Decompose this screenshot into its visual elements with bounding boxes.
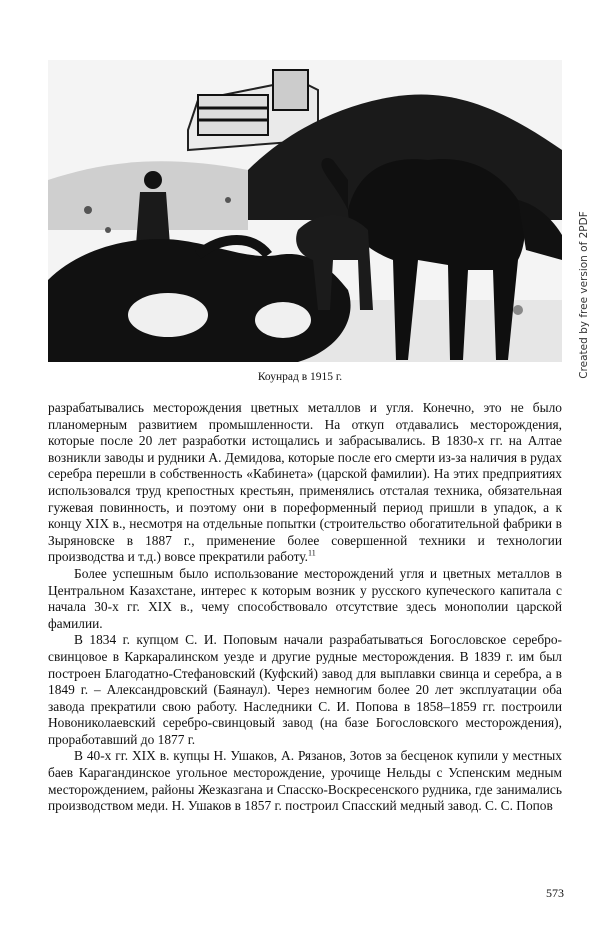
page-number: 573: [546, 886, 564, 900]
paragraph-1: [48, 400, 562, 566]
watermark-text: Created by free version of 2PDF: [578, 211, 590, 379]
watermark: [574, 205, 594, 385]
paragraph-3: В 1834 г. купцом С. И. Поповым начали разрабатываться Богословское серебро-свинцовое в Каркаралинском уезде и другие рудные месторождения. В 1839 г. им был построен Благодатно-Стефановский (Куфский) завод для выплавки свинца и серебра, а в 1849 г. – Александровский (Баянаул). Через немногим более 20 лет эксплуатации оба завода прекратили свою работу. Наследники С. И. Попова в 1858–1859 гг. построили Новониколаевский серебро-свинцовый завод (на базе Богословского месторождения), проработавший до 1877 г.: [48, 632, 562, 747]
historical-photo: [48, 60, 562, 362]
paragraph-4: В 40-х гг. XIX в. купцы Н. Ушаков, А. Рязанов, Зотов за бесценок купили у местных баев Карагандинское угольное месторождение, урочище Нельды с Успенским медным месторождением, районы Жезказгана и Спасско-Воскресенского рудника, где занимались производством меди. Н. Ушаков в 1857 г. построил Спасский медный завод. С. С. Попов: [48, 748, 562, 814]
body-text: [48, 400, 562, 815]
paragraph-2: Более успешным было использование месторождений угля и цветных металлов в Центральном Казахстане, интерес к которым возник у русского купеческого капитала с начала 30-х гг. XIX в., чему способствовало отсутствие здесь монополии царской фамилии.: [48, 565, 562, 631]
photo-caption: Коунрад в 1915 г.: [257, 371, 343, 383]
photo-koundrad-camels: [48, 60, 562, 362]
paragraph-1-text: разрабатывались месторождения цветных металлов и угля. Конечно, это не было планомерным развитием промышленности. На откуп отдавались месторождения, которые после 20 лет разработки истощались и забрасывались. В 1830-х гг. на Алтае возникли заводы и рудники А. Демидова, которые после его смерти из-за наличия в рудах серебра перешли в собственность «Кабинета» (царской фамилии). На этих предприятиях использовался труд крепостных крестьян, применялись отсталая техника, обязательная гужевая повинность, и поэтому они в пореформенный период пришли в упадок, а к концу XIX в., несмотря на отдельные попытки (строительство обогатительной фабрики в Зыряновске в 1887 г., применение более совершенной техники и технологии производства и т.д.) вовсе прекратили работу.: [48, 400, 562, 565]
footnote-ref: 11: [308, 548, 316, 558]
